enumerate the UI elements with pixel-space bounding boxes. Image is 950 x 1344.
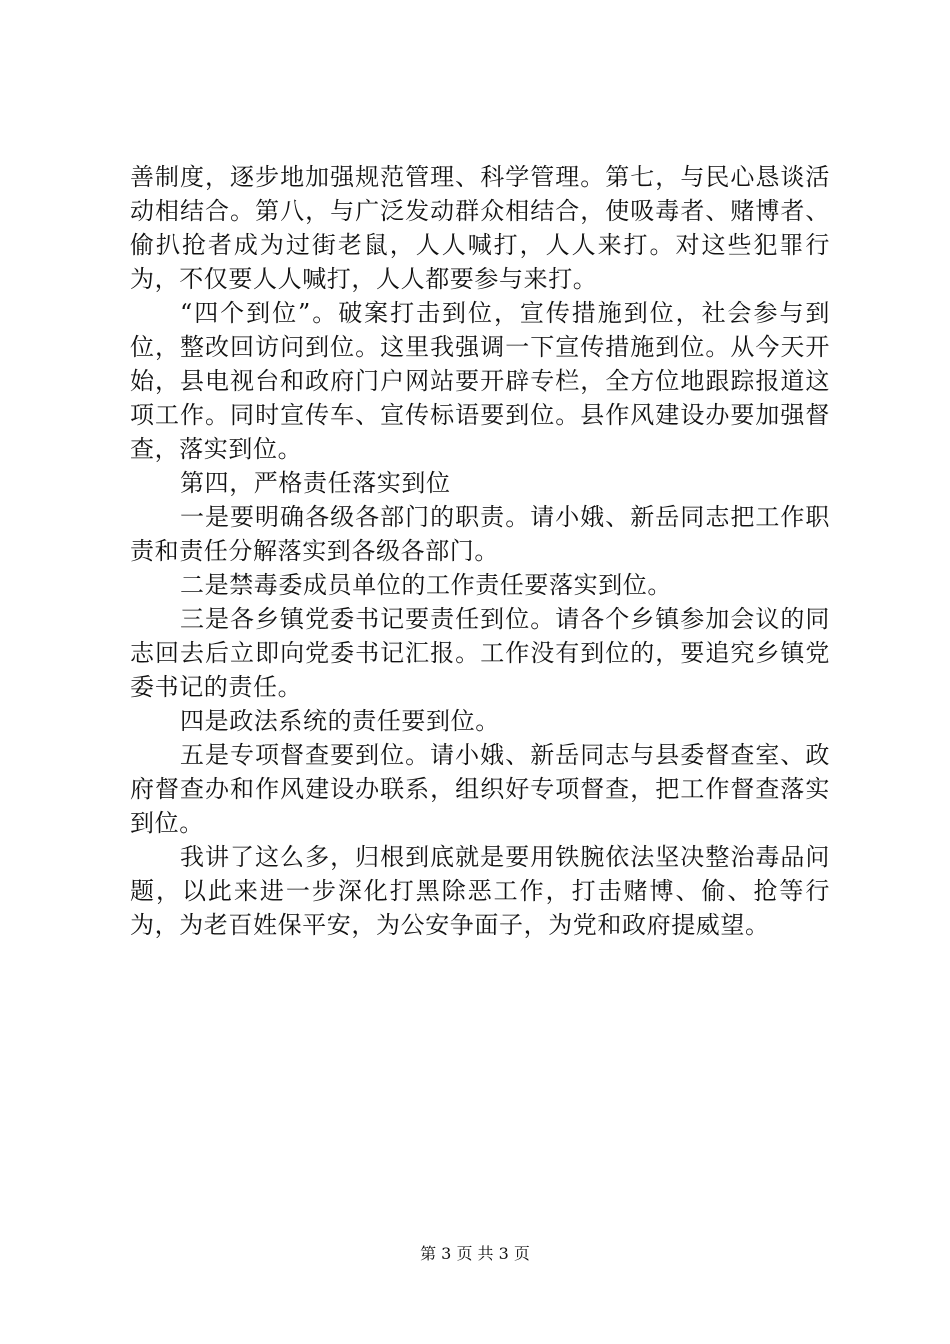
paragraph-item-one: 一是要明确各级各部门的职责。请小娥、新岳同志把工作职责和责任分解落实到各级各部门。: [130, 503, 830, 565]
paragraph-item-three: 三是各乡镇党委书记要责任到位。请各个乡镇参加会议的同志回去后立即向党委书记汇报。工作没有到位的，要追究乡镇党委书记的责任。: [130, 605, 830, 701]
paragraph-continuation: 善制度，逐步地加强规范管理、科学管理。第七，与民心恳谈活动相结合。第八，与广泛发动群众相结合，使吸毒者、赌博者、偷扒抢者成为过街老鼠，人人喊打，人人来打。对这些犯罪行为，不仅要人人喊打，人人都要参与来打。: [130, 163, 830, 293]
page-number-footer: 第 3 页 共 3 页: [420, 1244, 530, 1263]
section-heading-fourth: 第四，严格责任落实到位: [180, 469, 451, 497]
paragraph-item-four: 四是政法系统的责任要到位。: [180, 707, 500, 735]
document-body: [130, 160, 830, 942]
paragraph-item-five: 五是专项督查要到位。请小娥、新岳同志与县委督查室、政府督查办和作风建设办联系，组织好专项督查，把工作督查落实到位。: [130, 741, 830, 837]
paragraph-conclusion: 我讲了这么多，归根到底就是要用铁腕依法坚决整治毒品问题，以此来进一步深化打黑除恶工作，打击赌博、偷、抢等行为，为老百姓保平安，为公安争面子，为党和政府提威望。: [130, 843, 830, 939]
paragraph-item-two: 二是禁毒委成员单位的工作责任要落实到位。: [180, 571, 672, 599]
paragraph-four-in-place: “四个到位”。破案打击到位，宣传措施到位，社会参与到位，整改回访问到位。这里我强调一下宣传措施到位。从今天开始，县电视台和政府门户网站要开辟专栏，全方位地跟踪报道这项工作。同时宣传车、宣传标语要到位。县作风建设办要加强督查，落实到位。: [130, 299, 830, 463]
